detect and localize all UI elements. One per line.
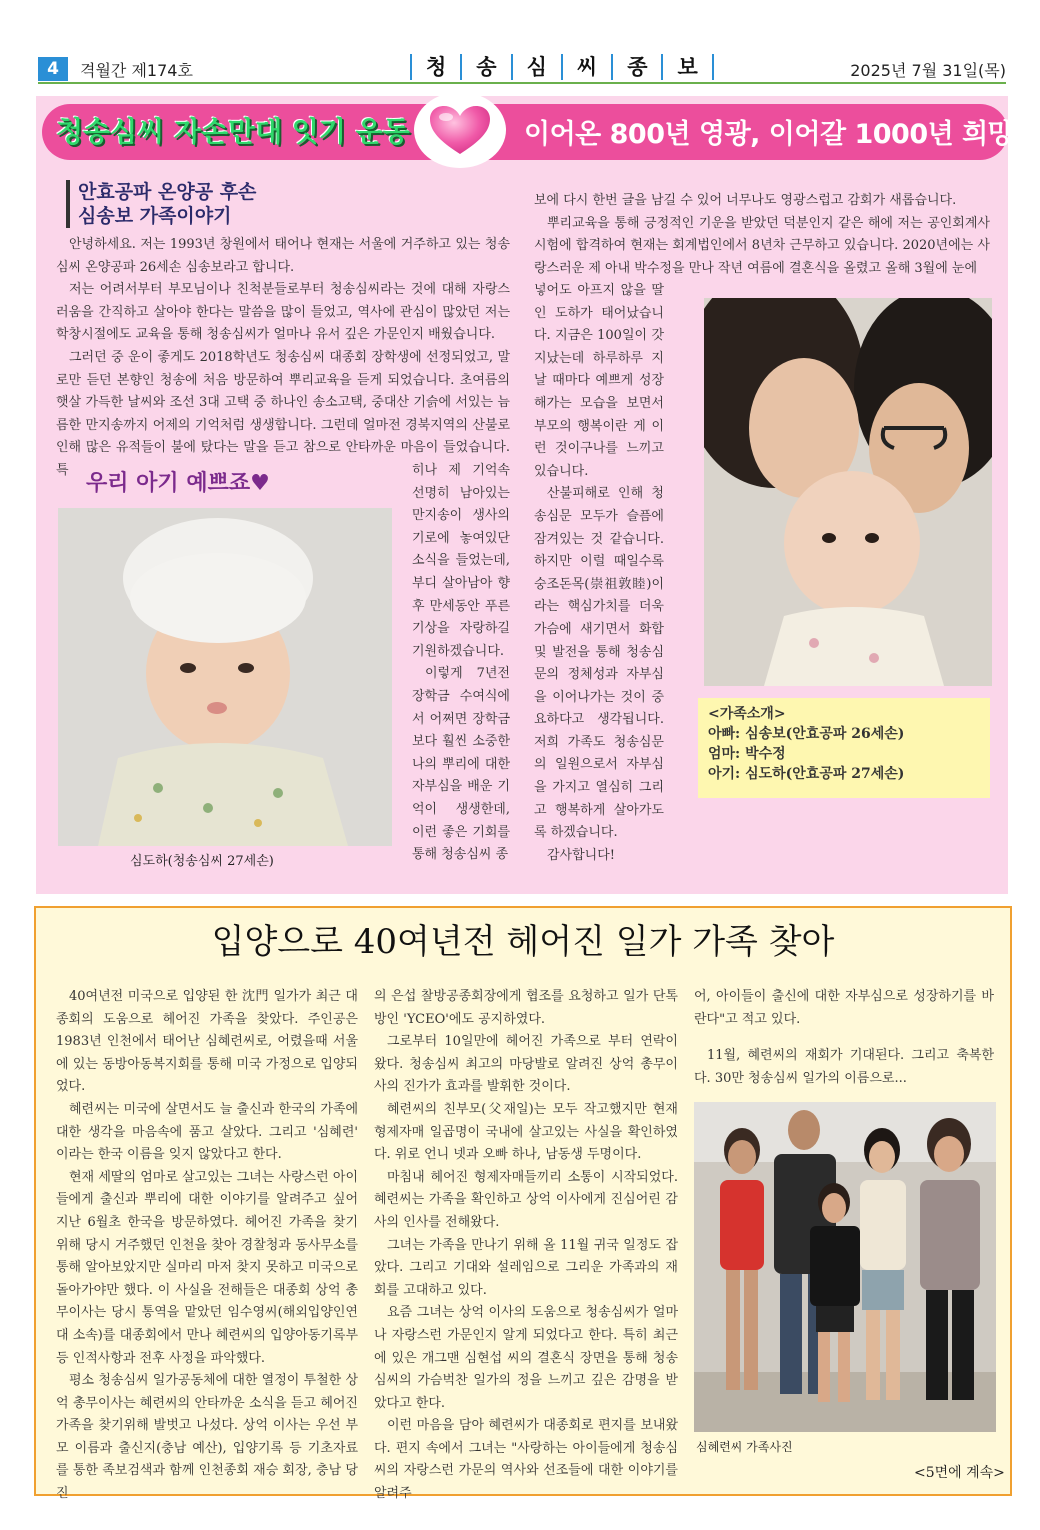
baby-photo-caption: 심도하(청송심씨 27세손) [130, 854, 274, 869]
paragraph: 그녀는 가족을 만나기 위해 올 11월 귀국 일정도 잡았다. 그리고 기대와 설레임으로 그리운 가족과의 재회를 고대하고 있다. [374, 1237, 678, 1298]
masthead-char: 씨 [561, 54, 611, 80]
paragraph: 그러던 중 운이 좋게도 2018학년도 청송심씨 대종회 장학생에 선정되었고, 말로만 듣던 본향인 청송에 처음 방문하여 뿌리교육을 듣게 되었습니다. 초여름의 햇살 가득한 날씨와 조선 3대 고택 중 하나인 송소고택, 중대산 기슭에 서있는 늠름한 만지송까지 어제의 기억처럼 생생합니다. 그런데 얼마전 경북지역의 산불로 인해 많은 유적들이 불에 탔다는 말을 듣고 참으로 안타까운 마음이 들었습니다. 특 [56, 349, 510, 478]
paragraph: 마침내 헤어진 형제자매들끼리 소통이 시작되었다. 혜련씨는 가족을 확인하고 상억 이사에게 진심어린 감사의 인사를 전해왔다. [374, 1169, 678, 1230]
article1-column-1 [56, 234, 510, 483]
paragraph: 이런 마음을 담아 혜련씨가 대종회로 편지를 보내왔다. 편지 속에서 그녀는 "사랑하는 아이들에게 청송심씨의 자랑스런 가문의 역사와 선조들에 대한 이야기를 알려주 [374, 1418, 678, 1502]
masthead [410, 54, 714, 80]
heart-icon [428, 104, 492, 156]
paragraph: 뿌리교육을 통해 긍정적인 기운을 받았던 덕분인지 같은 해에 저는 공인회계사 시험에 합격하여 현재는 회계법인에서 8년차 근무하고 있습니다. 2020년에는 사랑스러운 제 아내 박수정을 만나 작년 여름에 결혼식을 올렸고 올해 3월에 눈에 [534, 215, 990, 276]
paragraph: 11월, 혜련씨의 재회가 기대된다. 그리고 축복한다. 30만 청송심씨 일가의 이름으로... [694, 1048, 994, 1086]
paragraph: 히나 제 기억속 선명히 남아있는 만지송이 생사의 기로에 놓여있단 소식을 들었는데, 부디 살아남아 향후 만세동안 푸른 기상을 자랑하길 기원하겠습니다. [412, 463, 510, 659]
masthead-char: 송 [460, 54, 510, 80]
article1-column-2a [534, 190, 990, 280]
paragraph: 이렇게 7년전 장학금 수여식에서 어쩌면 장학금보다 훨씬 소중한 나의 뿌리에 대한 자부심을 배운 기억이 생생한데, 이런 좋은 기회를 통해 청송심씨 종 [412, 666, 510, 863]
article2-column-2 [374, 986, 678, 1506]
paragraph: 의 은섭 찰방공종회장에게 협조를 요청하고 일가 단톡방인 'YCEO'에도 공지하였다. [374, 989, 678, 1027]
adoptee-family-photo [694, 1102, 996, 1432]
family-photo [704, 298, 992, 686]
page-number: 4 [38, 57, 68, 81]
masthead-char: 청 [410, 54, 460, 80]
article-subhead [66, 180, 256, 228]
masthead-char: 보 [661, 54, 713, 80]
article2-column-1 [56, 986, 358, 1506]
paragraph: 보에 다시 한번 글을 남길 수 있어 너무나도 영광스럽고 감회가 새롭습니다. [534, 193, 957, 208]
banner-left-title: 청송심씨 자손만대 잇기 운동 [56, 115, 410, 148]
paragraph: 안녕하세요. 저는 1993년 창원에서 태어나 현재는 서울에 거주하고 있는 청송심씨 온양공파 26세손 심송보라고 합니다. [56, 237, 510, 275]
header-divider [38, 82, 1006, 84]
family-mother: 엄마: 박수정 [708, 746, 786, 762]
paragraph: 혜련씨는 미국에 살면서도 늘 출신과 한국의 가족에 대한 생각을 마음속에 품고 살았다. 그리고 '심혜련' 이라는 한국 이름을 잊지 않았다고 한다. [56, 1101, 358, 1163]
edition-label: 격월간 제174호 [80, 61, 193, 80]
article1-column-2b [534, 280, 664, 867]
paragraph: 40여년전 미국으로 입양된 한 沈門 일가가 최근 대종회의 도움으로 헤어진 가족을 찾았다. 주인공은 1983년 인천에서 태어난 심혜련씨로, 어렸을때 서울에 있는 동방아동복지회를 통해 미국 가정으로 입양되었다. [56, 989, 358, 1095]
paragraph: 요즘 그녀는 상억 이사의 도움으로 청송심씨가 얼마나 자랑스런 가문인지 알게 되었다고 한다. 특히 최근에 있은 개그맨 심현섭 씨의 결혼식 장면을 통해 청송심씨의 가슴벅찬 일가의 정을 느끼고 깊은 감명을 받았다고 한다. [374, 1305, 678, 1411]
paragraph: 산불피해로 인해 청송심문 모두가 슬픔에 잠겨있는 것 같습니다. 하지만 이럴 때일수록 숭조돈목(崇祖敦睦)이라는 핵심가치를 더욱 가슴에 새기면서 화합 및 발전을 통해 청송심문의 정체성과 자부심을 이어나가는 것이 중요하다고 생각됩니다. 저희 가족도 청송심문의 일원으로서 자부심을 가지고 열심히 그리고 행복하게 살아가도록 하겠습니다. [534, 486, 664, 841]
paragraph: 감사합니다! [547, 847, 616, 863]
masthead-char: 심 [511, 54, 561, 80]
issue-date: 2025년 7월 31일(목) [850, 61, 1006, 80]
family-father: 아빠: 심송보(안효공파 26세손) [708, 726, 905, 742]
paragraph: 혜련씨의 친부모(父재일)는 모두 작고했지만 현재 형제자매 일곱명이 국내에 살고있는 사실을 확인하였다. 위로 언니 넷과 오빠 하나, 남동생 두명이다. [374, 1101, 678, 1163]
article1-column-1b [412, 460, 510, 867]
family-introduction [698, 698, 990, 798]
paragraph: 현재 세딸의 엄마로 살고있는 그녀는 사랑스런 아이들에게 출신과 뿌리에 대한 이야기를 알려주고 싶어 지난 6월초 한국을 방문하였다. 헤어진 가족을 찾기 위해 당시 거주했던 인천을 찾아 경찰청과 동사무소를 통해 알아보았지만 실마리 마저 찾지 못하고 미국으로 돌아가야만 했다. 이 사실을 전해들은 대종회 상억 총무이사는 당시 통역을 맡았던 임수영씨(해외입양인연대 소속)를 대종회에서 만나 혜련씨의 입양아동기록부 등 인적사항과 전후 사정을 파악했다. [56, 1169, 359, 1366]
banner-right-slogan: 이어온 800년 영광, 이어갈 1000년 희망 [524, 119, 1014, 150]
adoptee-photo-caption: 심혜련씨 가족사진 [696, 1440, 793, 1454]
family-baby: 아기: 심도하(안효공파 27세손) [708, 766, 905, 782]
baby-photo [58, 508, 392, 846]
paragraph: 그로부터 10일만에 헤어진 가족으로 부터 연락이 왔다. 청송심씨 최고의 마당발로 알려진 상억 총무이사의 진가가 효과를 발휘한 것이다. [374, 1034, 678, 1095]
baby-heading: 우리 아기 예쁘죠♥ [86, 471, 270, 496]
paragraph: 저는 어려서부터 부모님이나 친척분들로부터 청송심씨라는 것에 대해 자랑스러움을 간직하고 살아야 한다는 말씀을 많이 들었고, 역사에 관심이 많았던 저는 학창시절에도 교육을 통해 청송심씨가 얼마나 유서 깊은 가문인지 배웠습니다. [56, 282, 510, 343]
paragraph: 넣어도 아프지 않을 딸인 도하가 태어났습니다. 지금은 100일이 갓 지났는데 하루하루 지날 때마다 예쁘게 성장해가는 모습을 보면서 부모의 행복이란 게 이런 것이구나를 느끼고 있습니다. [534, 283, 664, 479]
masthead-char: 종 [611, 54, 661, 80]
family-title: <가족소개> [708, 706, 786, 722]
paragraph: 어, 아이들이 출신에 대한 자부심으로 성장하기를 바란다"고 적고 있다. [694, 989, 994, 1027]
paragraph: 평소 청송심씨 일가공동체에 대한 열정이 투철한 상억 총무이사는 혜련씨의 안타까운 소식을 듣고 헤어진 가족을 찾기위해 발벗고 나섰다. 상억 이사는 우선 부모 이름과 출신지(충남 예산), 입양기록 등 기초자료를 통한 족보검색과 함께 인천종회 재승 회장, 충남 당진 [56, 1373, 358, 1502]
subhead-line-2: 심송보 가족이야기 [78, 205, 232, 227]
continued-note: <5면에 계속> [914, 1465, 1005, 1481]
subhead-line-1: 안효공파 온양공 후손 [78, 181, 257, 203]
article2-title: 입양으로 40여년전 헤어진 일가 가족 찾아 [211, 922, 835, 962]
article2-column-3 [694, 986, 994, 1090]
